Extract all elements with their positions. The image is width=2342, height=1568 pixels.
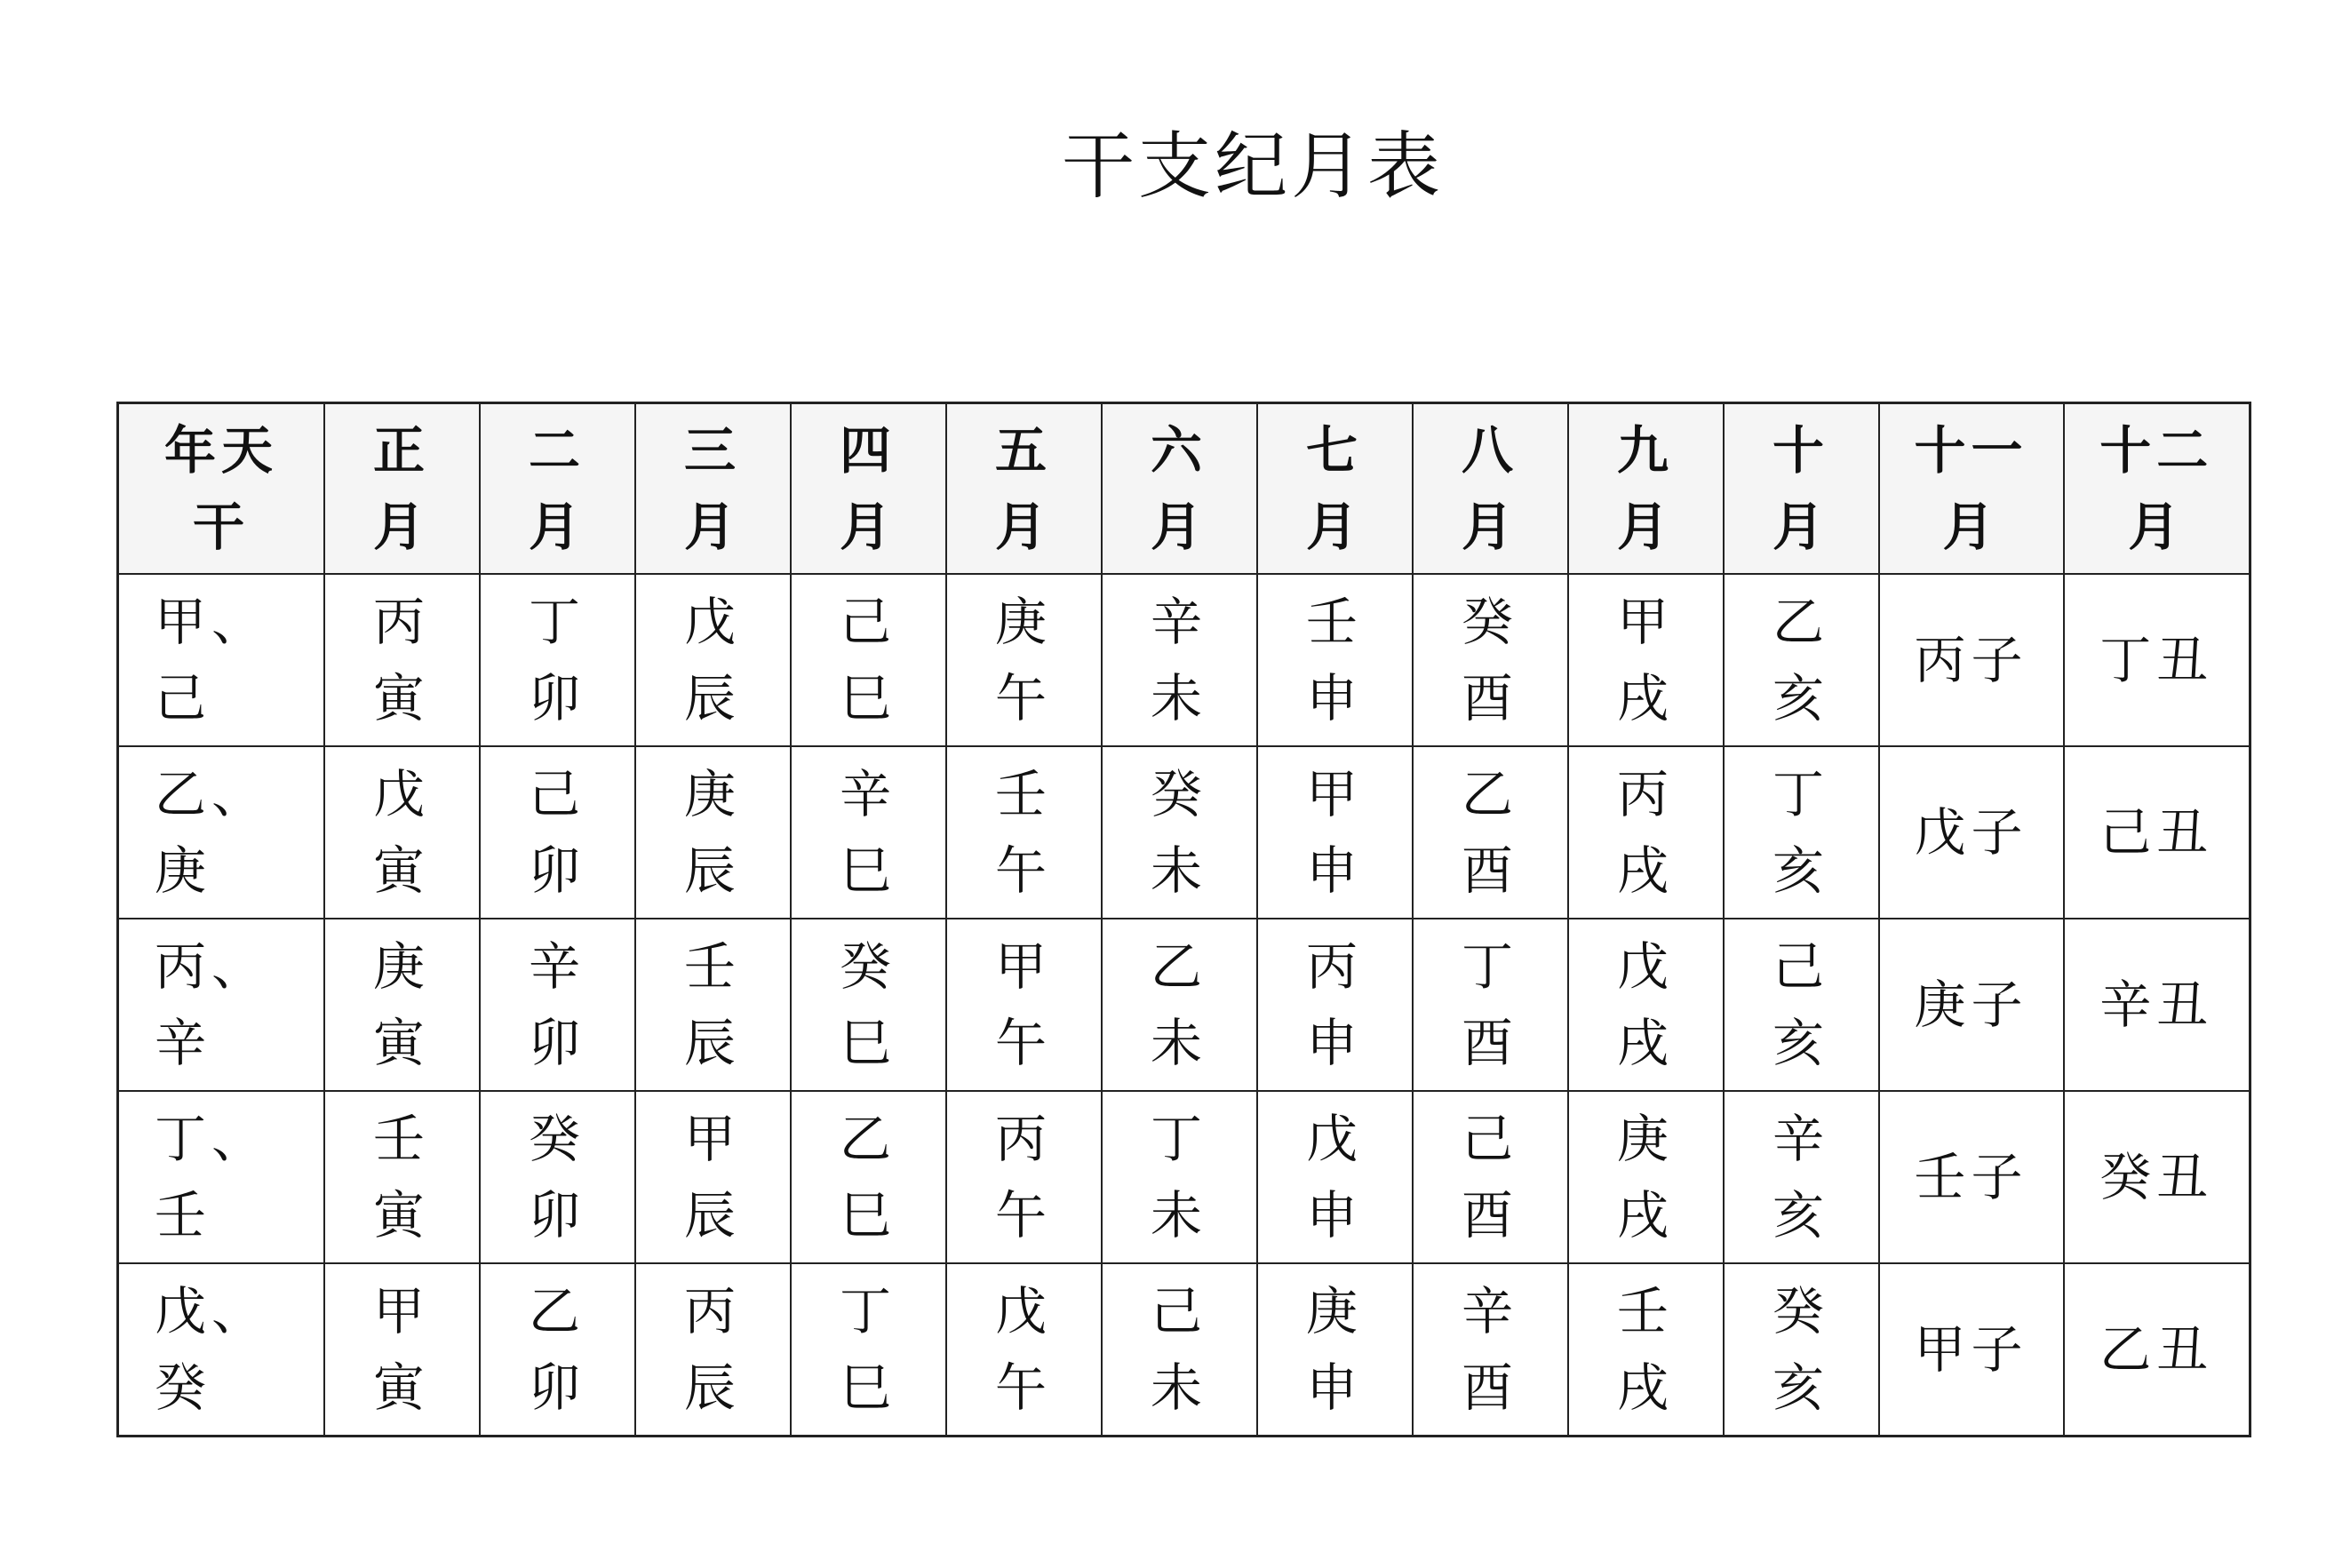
- table-cell: [791, 1091, 946, 1263]
- table-cell: [1724, 746, 1879, 919]
- row-label-cell: [118, 1091, 324, 1263]
- header-label: 正月: [372, 420, 430, 557]
- table-cell: [1879, 746, 2064, 919]
- header-label: 年天干: [163, 420, 278, 557]
- cell-text: 甲辰: [683, 1109, 741, 1246]
- cell-text: 丙寅: [372, 592, 430, 728]
- header-label: 三月: [683, 420, 741, 557]
- header-label: 四月: [839, 420, 896, 557]
- cell-text: 乙巳: [839, 1109, 896, 1246]
- table-cell: [1879, 1263, 2064, 1437]
- row-label-cell: [118, 574, 324, 746]
- cell-text: 己酉: [1461, 1109, 1518, 1246]
- header-label: 十月: [1772, 420, 1829, 557]
- header-month: [1257, 403, 1413, 575]
- cell-text: 庚午: [994, 592, 1052, 728]
- table-cell: [324, 746, 480, 919]
- header-label: 十一月: [1914, 420, 2028, 557]
- table-cell: [946, 746, 1102, 919]
- cell-text: 辛亥: [1772, 1109, 1829, 1246]
- table-cell: [635, 1091, 791, 1263]
- row-label-cell: [118, 746, 324, 919]
- table-row: [118, 1263, 2250, 1437]
- table-cell: [480, 1091, 635, 1263]
- table-cell: [480, 919, 635, 1091]
- cell-text: 癸未: [1150, 764, 1207, 901]
- table-cell: [1724, 1263, 1879, 1437]
- row-label: 丁、壬: [155, 1109, 269, 1246]
- table-cell: [791, 746, 946, 919]
- cell-text: 丙戌: [1616, 764, 1674, 901]
- table-cell: [480, 746, 635, 919]
- cell-text: 丁酉: [1461, 936, 1518, 1073]
- header-label: 六月: [1150, 420, 1207, 557]
- header-month: [635, 403, 791, 575]
- cell-text: 壬寅: [372, 1109, 430, 1246]
- table-cell: [1568, 1263, 1724, 1437]
- header-month: [324, 403, 480, 575]
- table-cell: [1568, 746, 1724, 919]
- cell-text: 己亥: [1772, 936, 1829, 1073]
- table-cell: [1724, 574, 1879, 746]
- table-cell: [1413, 919, 1568, 1091]
- header-month: [1724, 403, 1879, 575]
- cell-text: 庚戌: [1616, 1109, 1674, 1246]
- table-cell: [946, 574, 1102, 746]
- table-cell: [1102, 919, 1257, 1091]
- table-cell: [324, 919, 480, 1091]
- cell-text: 戊申: [1305, 1109, 1363, 1246]
- table-cell: [480, 574, 635, 746]
- table-cell: [1102, 1091, 1257, 1263]
- cell-text: 辛未: [1150, 592, 1207, 728]
- table-cell: [1568, 1091, 1724, 1263]
- table-cell: [2064, 746, 2250, 919]
- header-month: [2064, 403, 2250, 575]
- cell-text: 甲午: [994, 936, 1052, 1073]
- table-cell: [1102, 574, 1257, 746]
- table-cell: [1568, 919, 1724, 1091]
- table-cell: [1413, 1091, 1568, 1263]
- cell-text: 辛丑: [2099, 975, 2214, 1035]
- header-month: [791, 403, 946, 575]
- cell-text: 辛巳: [839, 764, 896, 901]
- table-cell: [1102, 1263, 1257, 1437]
- cell-text: 乙酉: [1461, 764, 1518, 901]
- cell-text: 丁亥: [1772, 764, 1829, 901]
- table-cell: [1879, 919, 2064, 1091]
- table-cell: [2064, 919, 2250, 1091]
- cell-text: 丁丑: [2099, 630, 2214, 690]
- header-label: 十二月: [2099, 420, 2214, 557]
- row-label: 丙、辛: [155, 936, 269, 1073]
- table-cell: [635, 574, 791, 746]
- cell-text: 癸亥: [1772, 1281, 1829, 1418]
- table-cell: [946, 1263, 1102, 1437]
- table-cell: [1724, 919, 1879, 1091]
- table-cell: [480, 1263, 635, 1437]
- cell-text: 甲戌: [1616, 592, 1674, 728]
- table-cell: [791, 919, 946, 1091]
- table-header-row: [118, 403, 2250, 575]
- cell-text: 丁未: [1150, 1109, 1207, 1246]
- cell-text: 庚辰: [683, 764, 741, 901]
- table-row: [118, 919, 2250, 1091]
- table-row: [118, 1091, 2250, 1263]
- cell-text: 己丑: [2099, 802, 2214, 863]
- row-label: 戊、癸: [155, 1281, 269, 1418]
- ganzhi-month-table: [116, 402, 2251, 1437]
- table-cell: [946, 1091, 1102, 1263]
- cell-text: 丁巳: [839, 1281, 896, 1418]
- cell-text: 丙辰: [683, 1281, 741, 1418]
- header-month: [1568, 403, 1724, 575]
- cell-text: 壬午: [994, 764, 1052, 901]
- table-cell: [1879, 574, 2064, 746]
- table-cell: [324, 574, 480, 746]
- table-cell: [2064, 1091, 2250, 1263]
- header-label: 七月: [1305, 420, 1363, 557]
- table-cell: [1879, 1091, 2064, 1263]
- cell-text: 辛卯: [528, 936, 586, 1073]
- cell-text: 戊午: [994, 1281, 1052, 1418]
- header-month: [946, 403, 1102, 575]
- cell-text: 癸丑: [2099, 1147, 2214, 1207]
- cell-text: 壬辰: [683, 936, 741, 1073]
- header-month: [1102, 403, 1257, 575]
- cell-text: 己卯: [528, 764, 586, 901]
- cell-text: 甲子: [1914, 1319, 2028, 1380]
- header-label: 八月: [1461, 420, 1518, 557]
- cell-text: 壬子: [1914, 1147, 2028, 1207]
- cell-text: 戊戌: [1616, 936, 1674, 1073]
- header-month: [1413, 403, 1568, 575]
- cell-text: 丙申: [1305, 936, 1363, 1073]
- table-cell: [1413, 1263, 1568, 1437]
- table-cell: [1257, 1091, 1413, 1263]
- cell-text: 戊子: [1914, 802, 2028, 863]
- table-cell: [1568, 574, 1724, 746]
- cell-text: 丁卯: [528, 592, 586, 728]
- table-cell: [324, 1091, 480, 1263]
- cell-text: 庚子: [1914, 975, 2028, 1035]
- header-label: 五月: [994, 420, 1052, 557]
- row-label-cell: [118, 919, 324, 1091]
- header-month: [480, 403, 635, 575]
- table-cell: [635, 919, 791, 1091]
- page-title: 干支纪月表: [1061, 124, 1444, 209]
- cell-text: 庚申: [1305, 1281, 1363, 1418]
- table-cell: [2064, 574, 2250, 746]
- header-label: 二月: [528, 420, 586, 557]
- cell-text: 丙子: [1914, 630, 2028, 690]
- row-label: 乙、庚: [155, 764, 269, 901]
- table-cell: [946, 919, 1102, 1091]
- cell-text: 戊寅: [372, 764, 430, 901]
- cell-text: 癸酉: [1461, 592, 1518, 728]
- cell-text: 己未: [1150, 1281, 1207, 1418]
- table-cell: [1102, 746, 1257, 919]
- table-cell: [1257, 746, 1413, 919]
- cell-text: 壬申: [1305, 592, 1363, 728]
- table-cell: [1413, 574, 1568, 746]
- table-cell: [1724, 1091, 1879, 1263]
- cell-text: 辛酉: [1461, 1281, 1518, 1418]
- table-cell: [635, 1263, 791, 1437]
- table-cell: [635, 746, 791, 919]
- table-row: [118, 746, 2250, 919]
- header-year-stem: [118, 403, 324, 575]
- cell-text: 己巳: [839, 592, 896, 728]
- cell-text: 乙亥: [1772, 592, 1829, 728]
- table-row: [118, 574, 2250, 746]
- cell-text: 乙未: [1150, 936, 1207, 1073]
- cell-text: 庚寅: [372, 936, 430, 1073]
- cell-text: 丙午: [994, 1109, 1052, 1246]
- cell-text: 甲寅: [372, 1281, 430, 1418]
- table-cell: [1413, 746, 1568, 919]
- cell-text: 癸巳: [839, 936, 896, 1073]
- table-cell: [1257, 574, 1413, 746]
- cell-text: 壬戌: [1616, 1281, 1674, 1418]
- row-label: 甲、己: [155, 592, 269, 728]
- table-cell: [1257, 1263, 1413, 1437]
- cell-text: 癸卯: [528, 1109, 586, 1246]
- table-cell: [791, 574, 946, 746]
- table-cell: [1257, 919, 1413, 1091]
- header-label: 九月: [1616, 420, 1674, 557]
- cell-text: 戊辰: [683, 592, 741, 728]
- table-cell: [324, 1263, 480, 1437]
- cell-text: 甲申: [1305, 764, 1363, 901]
- cell-text: 乙卯: [528, 1281, 586, 1418]
- table-cell: [2064, 1263, 2250, 1437]
- row-label-cell: [118, 1263, 324, 1437]
- header-month: [1879, 403, 2064, 575]
- cell-text: 乙丑: [2099, 1319, 2214, 1380]
- table-cell: [791, 1263, 946, 1437]
